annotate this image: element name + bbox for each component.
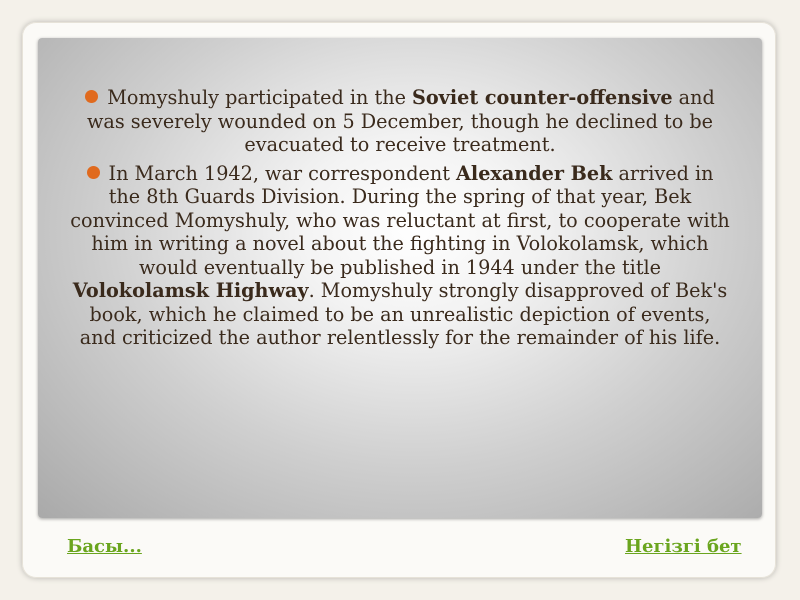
bullet-paragraph-2 bbox=[70, 162, 730, 350]
slide-content bbox=[70, 86, 730, 355]
segment: . Momyshuly strongly disapproved of Bek's book, which he claimed to be an unrealistic depiction of events, and criticized the author relentlessly for the remainder of his life. bbox=[79, 279, 728, 349]
segment: and was severely wounded on 5 December, though he declined to be evacuated to receive treatment. bbox=[86, 86, 715, 156]
segment: Momyshuly participated in the bbox=[107, 86, 413, 109]
bullet-dot-icon bbox=[85, 90, 98, 103]
start-link[interactable]: Басы... bbox=[67, 536, 142, 557]
bullet-dot-icon bbox=[87, 166, 100, 179]
segment: In March 1942, war correspondent bbox=[108, 161, 457, 185]
segment: arrived in the 8th Guards Division. During the spring of that year, Bek convinced Momyshuly, who was reluctant at first, to cooperate with him in writing a novel about the fighting in Volokolamsk, which would eventually be published in 1944 under the title bbox=[70, 161, 730, 279]
home-page-link[interactable]: Негізгі бет bbox=[625, 536, 742, 557]
segment-bold: Volokolamsk Highway bbox=[72, 279, 309, 302]
segment-bold: Soviet counter-offensive bbox=[412, 86, 673, 109]
segment-bold: Alexander Bek bbox=[456, 161, 613, 185]
bullet-paragraph-1 bbox=[70, 86, 730, 157]
